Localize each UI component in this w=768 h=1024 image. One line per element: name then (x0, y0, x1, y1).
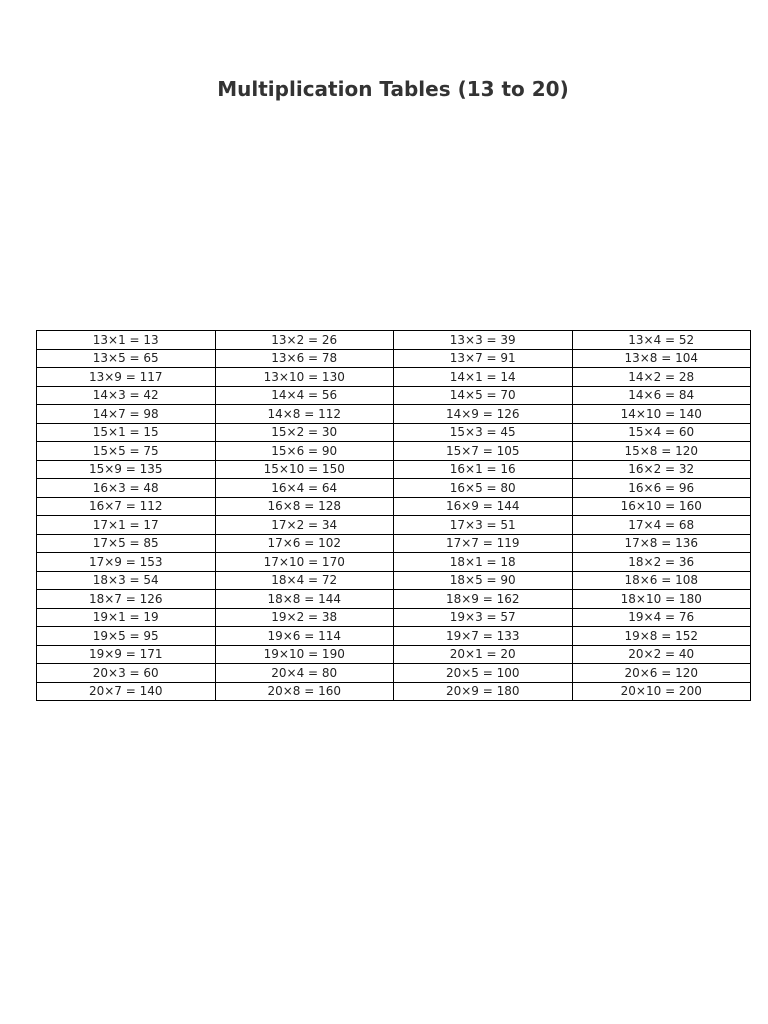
table-cell: 18×5 = 90 (394, 571, 573, 590)
table-cell: 18×1 = 18 (394, 553, 573, 572)
table-cell: 15×8 = 120 (572, 442, 751, 461)
table-cell: 14×3 = 42 (37, 386, 216, 405)
table-row (37, 645, 751, 664)
table-cell: 15×7 = 105 (394, 442, 573, 461)
table-cell: 20×3 = 60 (37, 664, 216, 683)
table-cell: 13×10 = 130 (215, 368, 394, 387)
table-cell: 16×3 = 48 (37, 479, 216, 498)
table-row (37, 571, 751, 590)
table-cell: 13×8 = 104 (572, 349, 751, 368)
table-cell: 19×2 = 38 (215, 608, 394, 627)
table-cell: 15×4 = 60 (572, 423, 751, 442)
table-cell: 14×1 = 14 (394, 368, 573, 387)
table-cell: 18×4 = 72 (215, 571, 394, 590)
table-cell: 14×2 = 28 (572, 368, 751, 387)
table-row (37, 534, 751, 553)
table-cell: 18×9 = 162 (394, 590, 573, 609)
table-row (37, 608, 751, 627)
table-row (37, 627, 751, 646)
table-row (37, 331, 751, 350)
table-row (37, 386, 751, 405)
table-cell: 16×7 = 112 (37, 497, 216, 516)
table-cell: 13×3 = 39 (394, 331, 573, 350)
table-cell: 20×6 = 120 (572, 664, 751, 683)
table-cell: 15×6 = 90 (215, 442, 394, 461)
table-cell: 17×8 = 136 (572, 534, 751, 553)
table-cell: 14×7 = 98 (37, 405, 216, 424)
table-cell: 15×9 = 135 (37, 460, 216, 479)
table-cell: 13×2 = 26 (215, 331, 394, 350)
table-cell: 13×7 = 91 (394, 349, 573, 368)
table-cell: 20×5 = 100 (394, 664, 573, 683)
table-cell: 19×6 = 114 (215, 627, 394, 646)
table-cell: 14×5 = 70 (394, 386, 573, 405)
table-cell: 15×5 = 75 (37, 442, 216, 461)
table-cell: 19×10 = 190 (215, 645, 394, 664)
table-cell: 14×9 = 126 (394, 405, 573, 424)
table-row (37, 516, 751, 535)
table-row (37, 368, 751, 387)
table-cell: 19×3 = 57 (394, 608, 573, 627)
table-row (37, 590, 751, 609)
table-cell: 20×1 = 20 (394, 645, 573, 664)
table-cell: 18×6 = 108 (572, 571, 751, 590)
table-cell: 19×5 = 95 (37, 627, 216, 646)
table-cell: 14×6 = 84 (572, 386, 751, 405)
table-cell: 17×6 = 102 (215, 534, 394, 553)
table-cell: 16×10 = 160 (572, 497, 751, 516)
table-row (37, 405, 751, 424)
table-cell: 17×4 = 68 (572, 516, 751, 535)
table-cell: 15×1 = 15 (37, 423, 216, 442)
table-row (37, 664, 751, 683)
table-cell: 13×5 = 65 (37, 349, 216, 368)
table-cell: 18×7 = 126 (37, 590, 216, 609)
table-row (37, 460, 751, 479)
table-cell: 13×9 = 117 (37, 368, 216, 387)
table-row (37, 442, 751, 461)
table-row (37, 349, 751, 368)
table-cell: 17×3 = 51 (394, 516, 573, 535)
table-cell: 17×10 = 170 (215, 553, 394, 572)
table-cell: 15×2 = 30 (215, 423, 394, 442)
table-body (37, 331, 751, 701)
table-cell: 13×1 = 13 (37, 331, 216, 350)
table-cell: 17×5 = 85 (37, 534, 216, 553)
table-cell: 17×7 = 119 (394, 534, 573, 553)
table-cell: 19×1 = 19 (37, 608, 216, 627)
table-cell: 19×7 = 133 (394, 627, 573, 646)
table-cell: 20×9 = 180 (394, 682, 573, 701)
table-cell: 19×8 = 152 (572, 627, 751, 646)
table-cell: 16×9 = 144 (394, 497, 573, 516)
table-cell: 17×1 = 17 (37, 516, 216, 535)
page-title: Multiplication Tables (13 to 20) (217, 77, 569, 101)
table-cell: 15×10 = 150 (215, 460, 394, 479)
table-cell: 20×4 = 80 (215, 664, 394, 683)
table-cell: 17×9 = 153 (37, 553, 216, 572)
table-cell: 20×7 = 140 (37, 682, 216, 701)
table-cell: 14×10 = 140 (572, 405, 751, 424)
table-row (37, 479, 751, 498)
table-cell: 14×4 = 56 (215, 386, 394, 405)
table-cell: 16×5 = 80 (394, 479, 573, 498)
table-row (37, 423, 751, 442)
table-cell: 18×2 = 36 (572, 553, 751, 572)
table-cell: 19×9 = 171 (37, 645, 216, 664)
table-row (37, 497, 751, 516)
table-cell: 16×1 = 16 (394, 460, 573, 479)
table-cell: 16×6 = 96 (572, 479, 751, 498)
table-cell: 15×3 = 45 (394, 423, 573, 442)
table-cell: 17×2 = 34 (215, 516, 394, 535)
table-cell: 18×3 = 54 (37, 571, 216, 590)
table-cell: 14×8 = 112 (215, 405, 394, 424)
table-cell: 20×10 = 200 (572, 682, 751, 701)
table-cell: 16×8 = 128 (215, 497, 394, 516)
multiplication-table (36, 330, 751, 701)
table-cell: 13×6 = 78 (215, 349, 394, 368)
table-cell: 18×10 = 180 (572, 590, 751, 609)
table-row (37, 553, 751, 572)
table-cell: 20×8 = 160 (215, 682, 394, 701)
table-cell: 20×2 = 40 (572, 645, 751, 664)
table-cell: 16×2 = 32 (572, 460, 751, 479)
table-cell: 13×4 = 52 (572, 331, 751, 350)
table-cell: 19×4 = 76 (572, 608, 751, 627)
table-cell: 18×8 = 144 (215, 590, 394, 609)
table-cell: 16×4 = 64 (215, 479, 394, 498)
table-row (37, 682, 751, 701)
